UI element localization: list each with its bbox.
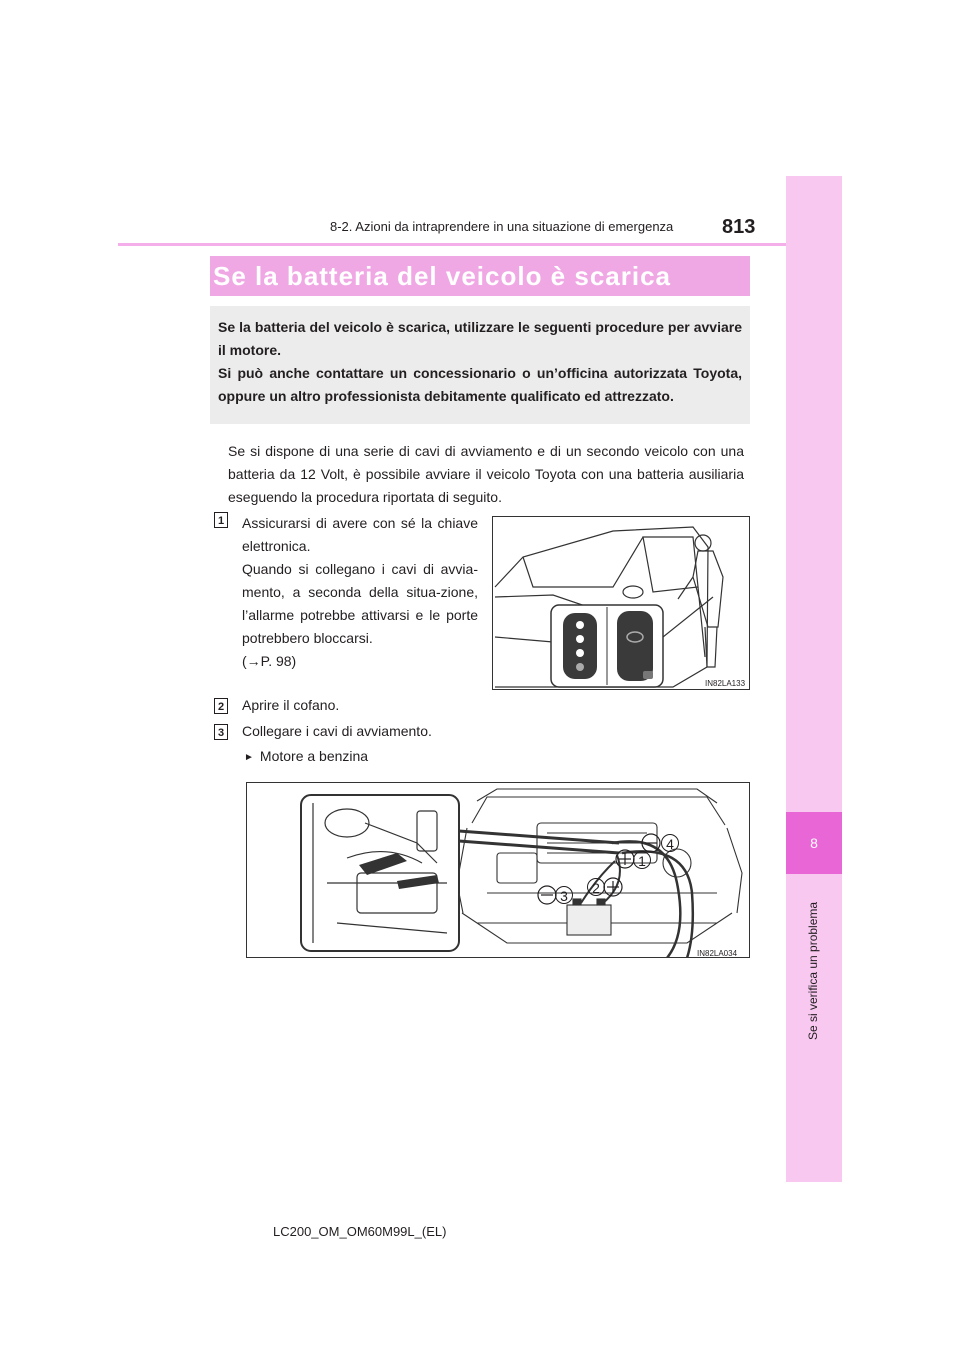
connection-label-3: 3 [555, 886, 573, 904]
engine-bay-illustration [247, 783, 750, 958]
chapter-title: 8-2. Azioni da intraprendere in una situazione di emergenza [330, 219, 674, 234]
header-divider [118, 243, 786, 246]
page-number: 813 [722, 216, 756, 238]
intro-line-1: Se la batteria del veicolo è scarica, utilizzare le seguenti procedure per avviare il motore. [218, 319, 742, 358]
connection-label-2: 2 [587, 878, 605, 896]
section-title: Se la batteria del veicolo è scarica [213, 261, 672, 291]
chapter-label: Se si verifica un problema [806, 901, 820, 1040]
bullet-text: Motore a benzina [259, 748, 369, 764]
document-code: LC200_OM_OM60M99L_(EL) [273, 1224, 447, 1239]
car-and-key-illustration [493, 517, 750, 690]
step-1-main: Assicurarsi di avere con sé la chiave elettronica. [242, 515, 478, 554]
step-1-text [242, 512, 478, 673]
bullet-marker: ► [244, 752, 254, 763]
step-number-1: 1 [214, 512, 228, 528]
body-paragraph: Se si dispone di una serie di cavi di avviamento e di un secondo veicolo con una batteria da 12 Volt, è possibile avviare il veicolo Toyota con una batteria ausiliaria eseguendo la procedura riportata di seguito. [228, 443, 744, 505]
key-figure-code: IN82LA133 [705, 679, 746, 688]
smart-key-figure [492, 516, 750, 690]
jump-start-figure [246, 782, 750, 958]
connection-label-4: 4 [661, 834, 679, 852]
bullet-item [244, 748, 368, 764]
step-1-note: Quando si collegano i cavi di avvia-mento, a seconda della situa-zione, l’allarme potrebbe attivarsi e le porte potrebbero bloccarsi. [242, 561, 478, 646]
step-3-text: Collegare i cavi di avviamento. [242, 723, 432, 739]
step-number-3: 3 [214, 724, 228, 740]
chapter-number-tab[interactable]: 8 [786, 812, 842, 874]
intro-line-2: Si può anche contattare un concessionario o un’officina autorizzata Toyota, oppure un altro professionista debitamente qualificato ed attrezzato. [218, 365, 742, 404]
step-1-ref: (→P. 98) [242, 653, 297, 669]
engine-figure-code: IN82LA034 [697, 949, 738, 958]
intro-box [210, 306, 750, 424]
step-2-text: Aprire il cofano. [242, 697, 340, 713]
step-number-2: 2 [214, 698, 228, 714]
connection-label-1: 1 [633, 851, 651, 869]
